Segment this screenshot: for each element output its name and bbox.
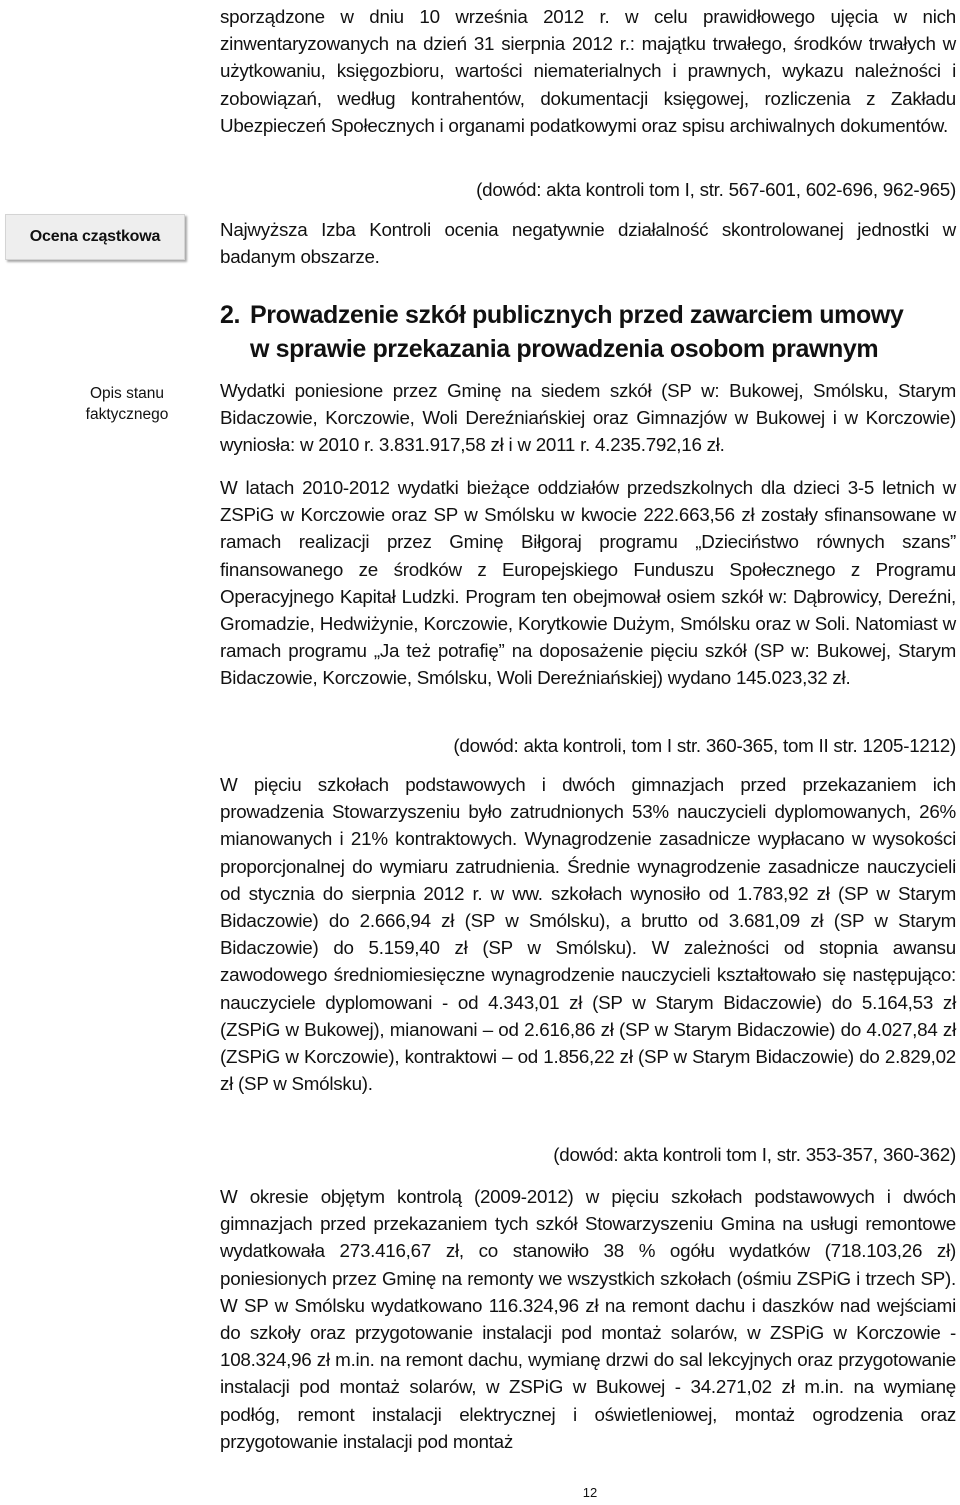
section-heading	[220, 298, 956, 366]
evidence-block-3	[220, 1141, 956, 1168]
paragraph: Wydatki poniesione przez Gminę na siedem szkół (SP w: Bukowej, Smólsku, Starym Bidaczowie, Korczowie, Woli Dereźniańskiej oraz Gimnazjów w Bukowej i w Korczowie) wyniosła: w 2010 r. 3.831.917,58 zł i w 2011 r. 4.235.792,16 zł.	[220, 380, 956, 456]
repairs-block	[220, 1183, 956, 1455]
section-title-line2: w sprawie przekazania prowadzenia osobom prawnym	[250, 335, 879, 363]
expenses-block	[220, 377, 956, 459]
evidence-block-2	[220, 732, 956, 759]
section-number: 2.	[220, 301, 241, 329]
teachers-block	[220, 771, 956, 1097]
intro-block	[220, 3, 956, 139]
partial-assessment-label: Ocena cząstkowa	[29, 228, 161, 245]
facts-description-label: Opis stanu faktycznego	[85, 385, 169, 423]
paragraph: W pięciu szkołach podstawowych i dwóch gimnazjach przed przekazaniem ich prowadzenia Stowarzyszeniu było zatrudnionych 53% nauczycieli dyplomowanych, 26% mianowanych i 21% kontraktowych. Wynagrodzenie zasadnicze wypłacano w wysokości proporcjonalnej do wymiaru zatrudnienia. Średnie wynagrodzenie zasadnicze nauczycieli od stycznia do sierpnia 2012 r. w ww. szkołach wynosiło od 1.783,92 zł (SP w Starym Bidaczowie) do 2.666,94 zł (SP w Smólsku), a brutto od 3.681,09 zł (SP w Starym Bidaczowie) do 5.159,40 zł (SP w Smólsku). W zależności od stopnia awansu zawodowego średniomiesięczne wynagrodzenie nauczycieli kształtowało się następująco: nauczyciele dyplomowani - od 4.343,01 zł (SP w Starym Bidaczowie) do 5.164,53 zł (ZSPiG w Bukowej), mianowani – od 2.616,86 zł (SP w Starym Bidaczowie) do 4.027,84 zł (ZSPiG w Korczowie), kontraktowi – od 1.856,22 zł (SP w Starym Bidaczowie) do 2.829,02 zł (SP w Smólsku).	[220, 774, 956, 1095]
section-title-line1: Prowadzenie szkół publicznych przed zawarciem umowy	[250, 301, 904, 329]
paragraph: W latach 2010-2012 wydatki bieżące oddziałów przedszkolnych dla dzieci 3-5 letnich w ZSPiG w Korczowie oraz SP w Smólsku w kwocie 222.663,56 zł zostały sfinansowane w ramach realizacji przez Gminę Biłgoraj programu „Dzieciństwo równych szans” finansowanego ze środków z Europejskiego Funduszu Społecznego z Programu Operacyjnego Kapitał Ludzki. Program ten obejmował osiem szkół w: Dąbrowicy, Dereźni, Gromadzie, Hedwiżynie, Korczowie, Korytkowie Dużym, Smólsku oraz w Soli. Natomiast w ramach programu „Ja też potrafię” na doposażenie pięciu szkół (SP w: Bukowej, Starym Bidaczowie, Korczowie, Smólsku, Woli Dereźniańskiej) wydano 145.023,32 zł.	[220, 477, 956, 689]
preschool-block	[220, 474, 956, 692]
evidence-reference: (dowód: akta kontroli tom I, str. 353-357, 360-362)	[553, 1144, 956, 1165]
paragraph: W okresie objętym kontrolą (2009-2012) w pięciu szkołach podstawowych i dwóch gimnazjach przed przekazaniem tych szkół Stowarzyszeniu Gmina na usługi remontowe wydatkowała 273.416,67 zł, co stanowiło 38 % ogółu wydatków (718.103,26 zł) poniesionych przez Gminę na remonty we wszystkich szkołach (ośmiu ZSPiG i trzech SP). W SP w Smólsku wydatkowano 116.324,96 zł na remont dachu i daszków nad wejściami do szkoły oraz przygotowanie instalacji pod montaż solarów, w ZSPiG w Korczowie - 108.324,96 zł m.in. na remont dachu, wymianę drzwi do sal lekcyjnych oraz przygotowanie instalacji pod montaż solarów, w ZSPiG w Bukowej - 34.271,02 zł m.in. na wymianę podłóg, remont instalacji elektrycznej i oświetleniowej, montaż ogrodzenia oraz przygotowanie instalacji pod montaż	[220, 1186, 956, 1452]
intro-paragraph: sporządzone w dniu 10 września 2012 r. w celu prawidłowego ujęcia w nich zinwentaryzowanych na dzień 31 sierpnia 2012 r.: majątku trwałego, środków trwałych w użytkowaniu, księgozbioru, wartości niematerialnych i prawnych, wykazu należności i zobowiązań, według kontrahentów, dokumentacji księgowej, rozliczenia z Zakładu Ubezpieczeń Społecznych i organami podatkowymi oraz spisu archiwalnych dokumentów.	[220, 6, 956, 136]
evidence-reference: (dowód: akta kontroli, tom I str. 360-365, tom II str. 1205-1212)	[453, 735, 956, 756]
intro-evidence-block	[220, 176, 956, 203]
evidence-reference: (dowód: akta kontroli tom I, str. 567-601, 602-696, 962-965)	[476, 179, 956, 200]
page-number: 12	[582, 1485, 598, 1500]
assessment-block	[220, 216, 956, 270]
assessment-text: Najwyższa Izba Kontroli ocenia negatywnie działalność skontrolowanej jednostki w badanym obszarze.	[220, 219, 956, 268]
partial-assessment-box	[5, 214, 185, 260]
